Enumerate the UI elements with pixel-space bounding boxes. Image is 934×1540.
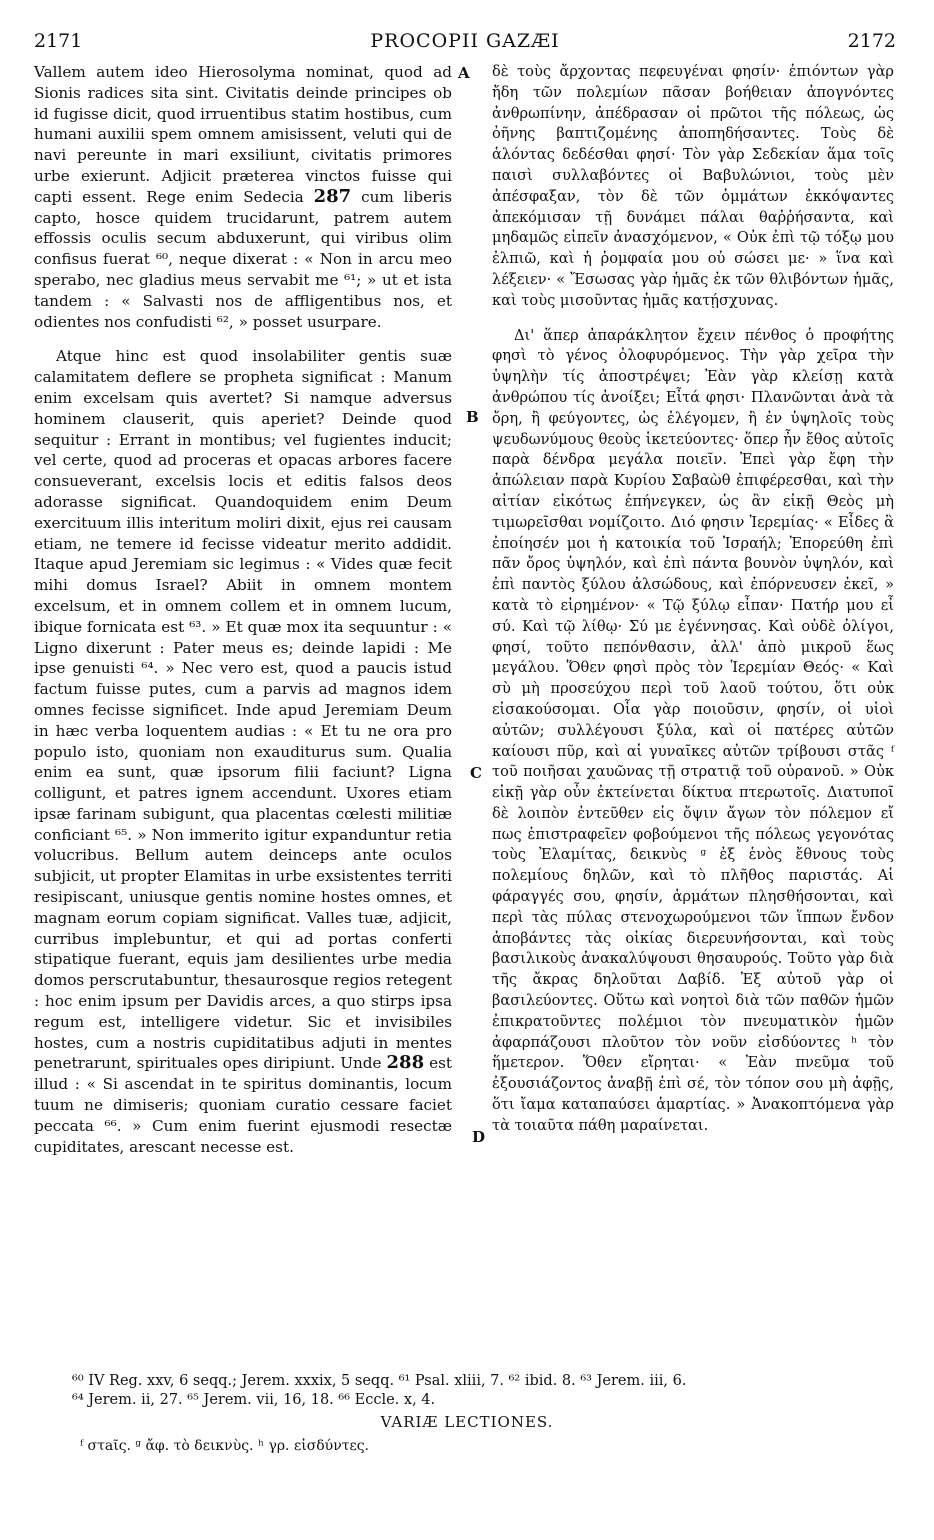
variae-lectiones-title: VARIÆ LECTIONES. xyxy=(380,1413,554,1431)
greek-paragraph-2: Δι' ἅπερ ἀπαράκλητον ἔχειν πένθος ὁ προφήτης φησὶ τὸ γένος ὀλοφυρόμενος. Τὴν γὰρ χεῖρα τὴν ὑψηλὴν τίς ἀποστρέψει; Ἐὰν γὰρ κλείσῃ κατὰ ἀνθρώπου τίς ἀνοίξει; Εἶτά φησι· Πλανῶνται ἀνὰ τὰ ὄρη, ἢ φεύγοντες, ὡς ἐλέγομεν, ἢ ἐν ὑψηλοῖς τοὺς ψευδωνύμους θεοὺς ἱκετεύοντες· ὅπερ ἦν ἔθος αὐτοῖς παρὰ δένδρα μεγάλα ποιεῖν. Ἐπεὶ γὰρ ἔφη τὴν ἀπώλειαν παρὰ Κυρίου Σαβαὼθ ἐπιφέρεσθαι, καὶ τὴν αἰτίαν εἰκότως ἐπήνεγκεν, ὡς ἂν εἰκῇ Θεὸς μὴ τιμωρεῖσθαι νομίζοιτο. Διό φησιν Ἱερεμίας· « Εἶδες ἃ ἐποίησέν μοι ἡ κατοικία τοῦ Ἰσραήλ; Ἐπορεύθη ἐπὶ πᾶν ὄρος ὑψηλόν, καὶ ἐπὶ πάντα βουνὸν ὑψηλόν, καὶ ἐπὶ παντὸς ξύλου ἀλσώδους, καὶ ἐπόρνευσεν ἐκεῖ, » κατὰ τὸ εἰρημένον· « Τῷ ξύλῳ εἶπαν· Πατήρ μου εἶ σύ. Καὶ τῷ λίθῳ· Σύ με ἐγέννησας. Καὶ οὐδὲ ὀλίγοι, φησί, τοῦτο πεπόνθασιν, ἀλλ' ἀπὸ μικροῦ ἕως μεγάλου. Ὅθεν φησὶ πρὸς τὸν Ἱερεμίαν Θεός· « Καὶ σὺ μὴ προσεύχου περὶ τοῦ λαοῦ τούτου, ὅτι οὐκ εἰσακούσομαι. Οἷα γὰρ ποιοῦσιν, φησίν, οἱ υἱοὶ αὐτῶν; συλλέγουσι ξύλα, καὶ οἱ πατέρες αὐτῶν καίουσι πῦρ, καὶ αἱ γυναῖκες αὐτῶν τρίβουσι στᾶς ᶠ τοῦ ποιῆσαι χαυῶνας τῇ στρατιᾷ τοῦ οὐρανοῦ. » Οὐκ εἰκῇ γὰρ οὖν ἐκτείνεται δίκτυα πτερωτοῖς. Διατυποῖ δὲ λοιπὸν ἐντεῦθεν εἰς ὄψιν ἄγων τὸν πόλεμον εἴ πως ἐπιστραφεῖεν φοβούμενοι τῆς πόλεως γεγονότας τοὺς Ἐλαμίτας, δεικνὺς ᵍ ἐξ ἑνὸς ἔθνους τοὺς πολεμίους δηλῶν, καὶ τὸ πλῆθος παριστάς. Αἱ φάραγγές σου, φησίν, ἁρμάτων πλησθήσονται, καὶ περὶ τὰς πύλας στενοχωρούμενοι τῶν ἵππων ἔνδον ἀποβάντες τὰς οἰκίας διερευνήσονται, καὶ τοὺς βασιλικοὺς ἀνακαλύψουσι θησαυρούς. Τοῦτο γὰρ διὰ τῆς ἄκρας δηλοῦται Δαβίδ. Ἐξ αὐτοῦ γὰρ οἱ βασιλεύοντες. Οὕτω καὶ νοητοὶ διὰ τῶν παθῶν ἡμῶν ἐπικρατοῦντες πολέμιοι τὸν πνευματικὸν ἡμῶν ἀφαρπάζουσι πλοῦτον τὸν νοῦν εἰσδύοντες ʰ τὸν ἥμετερον. Ὅθεν εἴρηται· « Ἐὰν πνεῦμα τοῦ ἐξουσιάζοντος ἀναβῇ ἐπὶ σέ, τὸν τόπον σου μὴ ἀφῇς, ὅτι ἴαμα καταπαύσει ἁμαρτίας. » Ἀνακοπτόμενα γὰρ τὰ τοιαῦτα πάθη μαραίνεται. xyxy=(492,326,894,1134)
latin-paragraph-2 xyxy=(34,346,452,1157)
margin-letter-c: C xyxy=(470,764,482,782)
footnote-row-1: ⁶⁰ IV Reg. xxv, 6 seqq.; Jerem. xxxix, 5 seqq. ⁶¹ Psal. xliii, 7. ⁶² ibid. 8. ⁶³ Jerem. iii, 6. xyxy=(72,1373,687,1389)
variae-lectiones-text: ᶠ στaῖς. ᵍ ἄφ. τὸ δεικνὺς. ʰ γρ. εἰσδύντες. xyxy=(80,1438,369,1454)
greek-paragraph-1: δὲ τοὺς ἄρχοντας πεφευγέναι φησίν· ἐπιόντων γὰρ ἤδη τῶν πολεμίων πᾶσαν βοήθειαν ἀπογνόντες ἀνθρωπίνην, ἀπέδρασαν οἱ πρῶτοι τῆς πόλεως, ὡς ὀῆνης βαπτιζομένης ἀποπηδήσαντες. Τοὺς δὲ ἁλόντας δεδέσθαι φησί· Τὸν γὰρ Σεδεκίαν ἅμα τοῖς παισὶ συλλαβόντες οἱ Βαβυλώνιοι, τοὺς μὲν ἀπέσφαξαν, τὸν δὲ τῶν ὀμμάτων ἐκκόψαντες ἀπεκόμισαν τῇ δυνάμει πάλαι θαῤῥήσαντα, καὶ μηδαμῶς εἰπεῖν ἀνασχόμενον, « Οὐκ ἐπὶ τῷ τόξῳ μου ἐλπιῶ, καὶ ἡ ῥομφαία μου οὐ σώσει με· » ἵνα καὶ λέξειεν· « Ἔσωσας γὰρ ἡμᾶς ἐκ τῶν θλιβόντων ἡμᾶς, καὶ τοὺς μισοῦντας ἡμᾶς κατῄσχυνας. xyxy=(492,63,894,309)
latin-text: cum liberis capto, hosce quidem trucidarunt, patrem autem effossis oculis secum abduxerunt, qui viribus olim confisus fuerat ⁶⁰, neque dixerat : « Non in arcu meo sperabo, nec gladius meus servabit me ⁶¹; » ut et ista tandem : « Salvasti nos de affligentibus nos, et odientes nos confudisti ⁶², » posset usurpare. xyxy=(34,187,453,331)
column-number-287: 287 xyxy=(313,185,352,207)
margin-letter-a: A xyxy=(458,64,470,82)
left-page-number: 2171 xyxy=(34,30,83,52)
latin-text: Atque hinc est quod insolabiliter gentis suæ calamitatem deflere se propheta significat : Manum enim excelsam quis avertet? Si namque adversus hominem clauserit, quis aperiet? Deinde quod sequitur : Errant in montibus; vel fugientes inducit; vel certe, quod ad proceras et opacas arbores facere consueverant, excelsis locis et editis falsos deos adorasse significat. Quandoquidem enim Deum exercituum illis interitum moliri dixit, ejus rei causam etiam, ne temere id fecisse videatur merito addidit. Itaque apud Jeremiam sic legimus : « Vides quæ fecit mihi domus Israel? Abiit in omnem montem excelsum, et in omnem collem et in omnem lucum, ibique fornicata est ⁶³. » Et quæ mox ita sequuntur : « Ligno dixerunt : Pater meus es; deinde lapidi : Me ipse genuisti ⁶⁴. » Nec vero est, quod a paucis istud factum fuisse putes, cum a parvis ad magnos idem omnes fecisse significet. Inde apud Jeremiam Deum in hæc verba loquentem audias : « Et tu ne ora pro populo isto, quoniam non exauditurus sum. Qualia enim ea sunt, quæ ipsorum filii faciunt? Ligna colligunt, et patres ignem accendunt. Uxores etiam ipsæ farinam subigunt, qua placentas cœlesti militiæ conficiant ⁶⁵. » Non immerito igitur expanduntur retia volucribus. Bellum autem deinceps ante oculos subjicit, ut propter Elamitas in urbe exsistentes territi resipiscant, uniusque gentis nomine hostes omnes, et magnam eorum copiam significat. Valles tuæ, adjicit, curribus implebuntur, et qui ad portas conferti stipatique fuerant, equis jam desilientes urbe media domos perscrutabuntur, thesaurosque regios retegent : hoc enim ipsum per Davidis arces, a quo stirps ipsa regum est, intelligere videtur. Sic et invisibiles hostes, cum a nostris cupiditatibus adjuti in mentes penetrarunt, spirituales opes diripiunt. Unde xyxy=(34,347,452,1073)
column-number-288: 288 xyxy=(386,1052,425,1074)
right-page-number: 2172 xyxy=(847,30,896,52)
latin-column xyxy=(34,62,452,1157)
greek-column xyxy=(492,62,894,1137)
latin-paragraph-1 xyxy=(34,62,452,332)
margin-letter-d: D xyxy=(472,1128,486,1146)
margin-letter-b: B xyxy=(466,408,479,426)
footnote-row-2: ⁶⁴ Jerem. ii, 27. ⁶⁵ Jerem. vii, 16, 18. ⁶⁶ Eccle. x, 4. xyxy=(72,1392,436,1408)
latin-text: Vallem autem ideo Hierosolyma nominat, quod ad Sionis radices sita sint. Civitatis deinde principes ob id fugisse dicit, quod irruentibus statim hostibus, cum humani auxilii spem omnem amisissent, veluti qui de navi pereunte in mari exsiliunt, civitatis primores urbe exierunt. Adjicit præterea vinctos fuisse qui capti essent. Rege enim Sedecia xyxy=(34,63,452,206)
latin-text: est illud : « Si ascendat in te spiritus dominantis, locum tuum ne dimiseris; quoniam curatio cessare faciet peccata ⁶⁶. » Cum enim fuerint ejusmodi resectæ cupiditates, arescant necesse est. xyxy=(34,1054,452,1156)
footnotes xyxy=(72,1372,902,1410)
running-title: PROCOPII GAZÆI xyxy=(370,30,560,52)
page-header xyxy=(34,30,896,58)
